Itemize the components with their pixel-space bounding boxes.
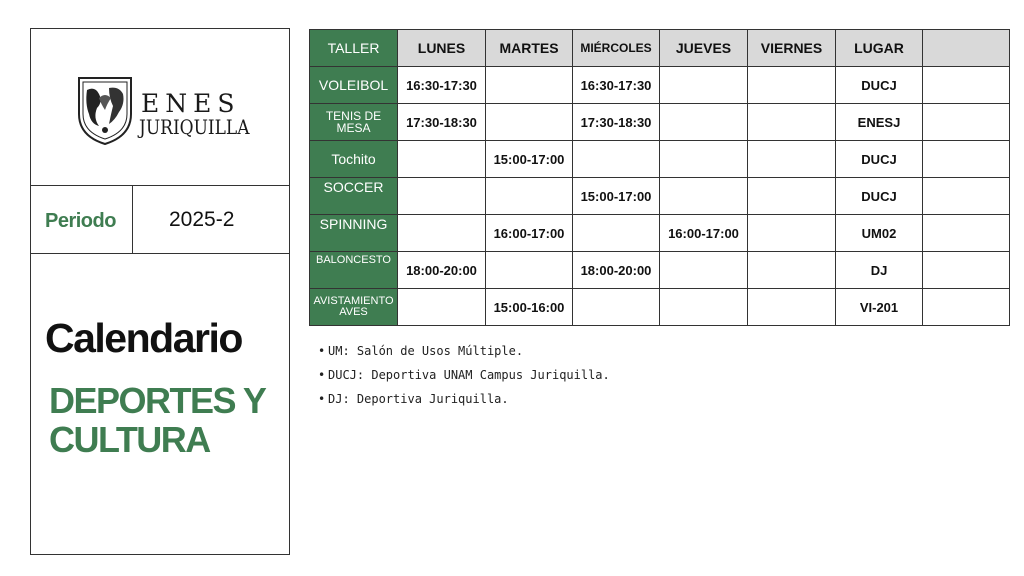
page-subtitle: DEPORTES Y CULTURA <box>49 380 265 460</box>
note-text: DUCJ: Deportiva UNAM Campus Juriquilla. <box>328 368 610 382</box>
left-panel <box>30 28 290 555</box>
header-lugar: LUGAR <box>836 30 923 67</box>
jueves-cell <box>660 178 748 215</box>
jueves-cell <box>660 289 748 326</box>
table-row <box>310 289 1010 326</box>
martes-cell <box>486 104 573 141</box>
extra-cell <box>923 67 1010 104</box>
martes-cell <box>486 67 573 104</box>
unam-seal-logo <box>73 74 137 146</box>
header-miercoles: MIÉRCOLES <box>573 30 660 67</box>
lugar-cell: UM02 <box>836 215 923 252</box>
taller-cell: VOLEIBOL <box>310 67 398 104</box>
jueves-cell: 16:00-17:00 <box>660 215 748 252</box>
list-item <box>318 344 610 358</box>
miercoles-cell: 16:30-17:30 <box>573 67 660 104</box>
table-row <box>310 141 1010 178</box>
header-viernes: VIERNES <box>748 30 836 67</box>
viernes-cell <box>748 252 836 289</box>
table-row <box>310 252 1010 289</box>
viernes-cell <box>748 67 836 104</box>
lugar-cell: DUCJ <box>836 178 923 215</box>
header-martes: MARTES <box>486 30 573 67</box>
viernes-cell <box>748 178 836 215</box>
miercoles-cell: 17:30-18:30 <box>573 104 660 141</box>
jueves-cell <box>660 67 748 104</box>
note-text: UM: Salón de Usos Múltiple. <box>328 344 524 358</box>
extra-cell <box>923 252 1010 289</box>
miercoles-cell: 18:00-20:00 <box>573 252 660 289</box>
viernes-cell <box>748 215 836 252</box>
lunes-cell <box>398 289 486 326</box>
miercoles-cell <box>573 215 660 252</box>
lugar-cell: DUCJ <box>836 141 923 178</box>
lunes-cell: 16:30-17:30 <box>398 67 486 104</box>
lunes-cell <box>398 215 486 252</box>
extra-cell <box>923 215 1010 252</box>
bullet-icon: • <box>318 344 326 358</box>
note-text: DJ: Deportiva Juriquilla. <box>328 392 509 406</box>
martes-cell: 16:00-17:00 <box>486 215 573 252</box>
martes-cell <box>486 252 573 289</box>
header-extra <box>923 30 1010 67</box>
lugar-cell: DUCJ <box>836 67 923 104</box>
miercoles-cell <box>573 141 660 178</box>
header-jueves: JUEVES <box>660 30 748 67</box>
header-lunes: LUNES <box>398 30 486 67</box>
taller-cell: TENIS DE MESA <box>310 104 398 141</box>
extra-cell <box>923 289 1010 326</box>
extra-cell <box>923 104 1010 141</box>
period-value: 2025-2 <box>169 208 235 231</box>
lugar-cell: VI-201 <box>836 289 923 326</box>
taller-cell: AVISTAMIENTO AVES <box>310 289 398 326</box>
period-label: Periodo <box>45 210 116 232</box>
logo-box <box>31 29 289 186</box>
lunes-cell <box>398 178 486 215</box>
list-item <box>318 368 610 382</box>
period-divider <box>132 186 133 253</box>
bullet-icon: • <box>318 392 326 406</box>
viernes-cell <box>748 141 836 178</box>
taller-cell: BALONCESTO <box>310 252 398 289</box>
notes-list <box>318 344 610 416</box>
lunes-cell: 18:00-20:00 <box>398 252 486 289</box>
viernes-cell <box>748 104 836 141</box>
table-row <box>310 178 1010 215</box>
table-row <box>310 67 1010 104</box>
list-item <box>318 392 610 406</box>
period-row <box>31 186 289 254</box>
taller-cell: Tochito <box>310 141 398 178</box>
martes-cell <box>486 178 573 215</box>
header-taller: TALLER <box>310 30 398 67</box>
lugar-cell: ENESJ <box>836 104 923 141</box>
lunes-cell <box>398 141 486 178</box>
schedule-table <box>309 29 1010 326</box>
taller-cell: SPINNING <box>310 215 398 252</box>
jueves-cell <box>660 141 748 178</box>
lugar-cell: DJ <box>836 252 923 289</box>
brand-line-1: ENES <box>141 89 241 118</box>
brand-line-2: JURIQUILLA <box>139 115 250 139</box>
lunes-cell: 17:30-18:30 <box>398 104 486 141</box>
martes-cell: 15:00-17:00 <box>486 141 573 178</box>
extra-cell <box>923 141 1010 178</box>
bullet-icon: • <box>318 368 326 382</box>
page-title: Calendario <box>45 315 242 361</box>
jueves-cell <box>660 104 748 141</box>
table-header-row <box>310 30 1010 67</box>
extra-cell <box>923 178 1010 215</box>
miercoles-cell <box>573 289 660 326</box>
miercoles-cell: 15:00-17:00 <box>573 178 660 215</box>
taller-cell: SOCCER <box>310 178 398 215</box>
jueves-cell <box>660 252 748 289</box>
martes-cell: 15:00-16:00 <box>486 289 573 326</box>
viernes-cell <box>748 289 836 326</box>
table-row <box>310 104 1010 141</box>
table-row <box>310 215 1010 252</box>
